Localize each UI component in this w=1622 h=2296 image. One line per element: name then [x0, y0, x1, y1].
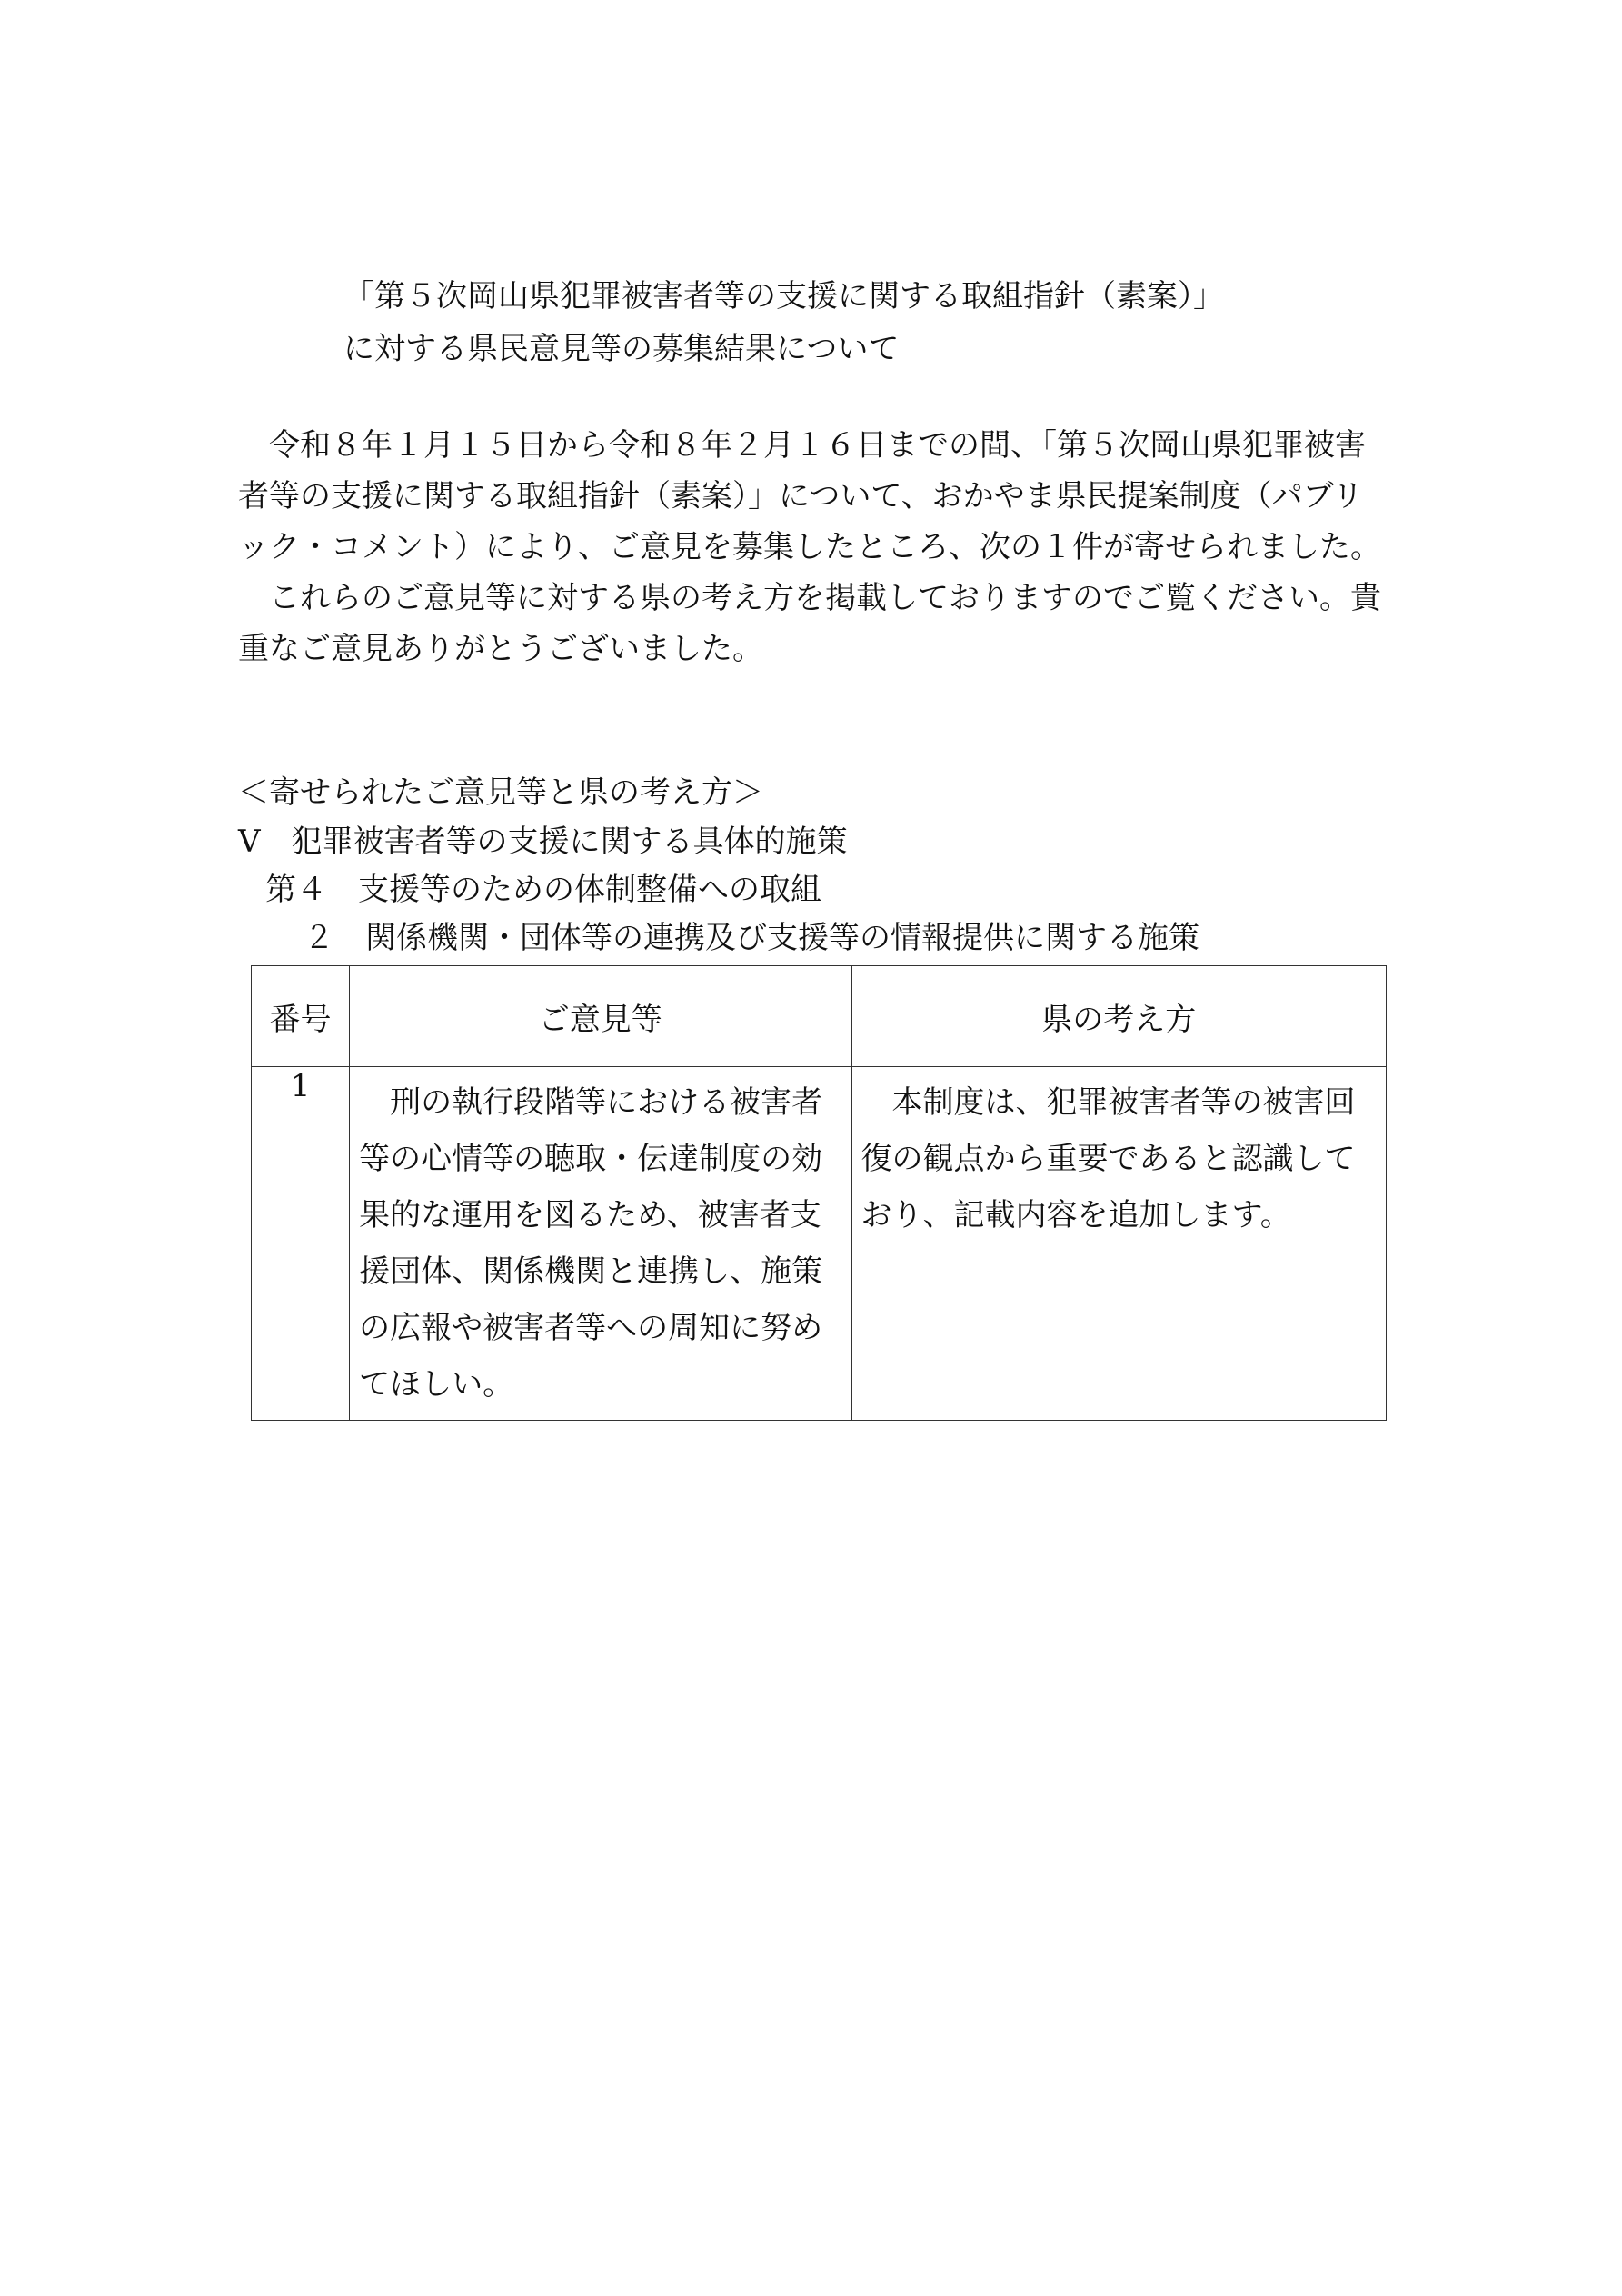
table-row: [252, 1067, 1387, 1421]
intro-paragraph-1: 令和８年１月１５日から令和８年２月１６日までの間、「第５次岡山県犯罪被害者等の支援に関する取組指針（素案）」について、おかやま県民提案制度（パブリック・コメント）により、ご意見を募集したところ、次の１件が寄せられました。: [238, 427, 1381, 565]
document-title-line-2: に対する県民意見等の募集結果について: [343, 331, 900, 367]
row-prefecture-view: 本制度は、犯罪被害者等の被害回復の観点から重要であると認識しており、記載内容を追加します。: [851, 1067, 1386, 1421]
intro-paragraph-2: これらのご意見等に対する県の考え方を掲載しておりますのでご覧ください。貴重なご意見ありがとうございました。: [238, 580, 1381, 667]
header-prefecture-view: 県の考え方: [851, 966, 1386, 1067]
header-opinion: ご意見等: [350, 966, 851, 1067]
item-heading: ２ 関係機関・団体等の連携及び支援等の情報提供に関する施策: [304, 920, 1199, 956]
header-number: 番号: [252, 966, 350, 1067]
row-number: 1: [252, 1067, 350, 1421]
intro-text: [238, 420, 1392, 674]
subchapter-heading: 第４ 支援等のための体制整備への取組: [265, 872, 821, 908]
table-header-row: [252, 966, 1387, 1067]
chapter-heading: Ⅴ 犯罪被害者等の支援に関する具体的施策: [238, 824, 848, 860]
document-title-line-1: 「第５次岡山県犯罪被害者等の支援に関する取組指針（素案）」: [343, 278, 1224, 314]
section-heading: ＜寄せられたご意見等と県の考え方＞: [238, 774, 763, 811]
opinions-table: [251, 965, 1387, 1421]
row-opinion: 刑の執行段階等における被害者等の心情等の聴取・伝達制度の効果的な運用を図るため、被害者支援団体、関係機関と連携し、施策の広報や被害者等への周知に努めてほしい。: [350, 1067, 851, 1421]
